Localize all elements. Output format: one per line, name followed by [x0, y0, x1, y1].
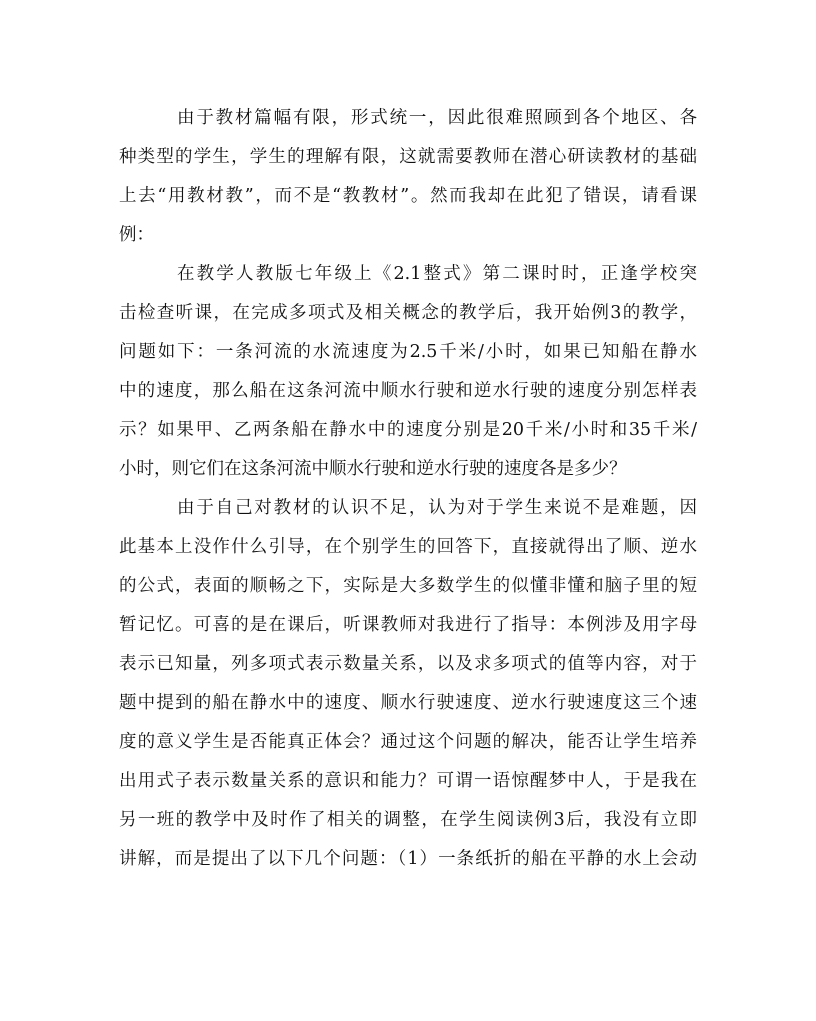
text-line: 由于教材篇幅有限，形式统一，因此很难照顾到各个地区、各: [177, 108, 697, 128]
text-line: 小时，则它们在这条河流中顺水行驶和逆水行驶的速度各是多少？: [119, 459, 627, 479]
text-line: 此基本上没作什么引导，在个别学生的回答下，直接就得出了顺、逆水: [119, 537, 697, 557]
text-line: 表示已知量，列多项式表示数量关系，以及求多项式的值等内容，对于: [119, 654, 697, 674]
text-line: 例：: [119, 225, 154, 245]
paragraph-2: [119, 255, 697, 489]
text-line: 上去“用教材教”，而不是“教教材”。然而我却在此犯了错误，请看课: [119, 186, 697, 206]
text-line: 暂记忆。可喜的是在课后，听课教师对我进行了指导：本例涉及用字母: [119, 615, 697, 635]
text-line: 讲解，而是提出了以下几个问题：（1）一条纸折的船在平静的水上会动: [119, 849, 697, 869]
paragraph-3: [119, 489, 697, 879]
text-line: 在教学人教版七年级上《2.1整式》第二课时时，正逢学校突: [177, 264, 697, 284]
paragraph-1: [119, 99, 697, 255]
body-text: [119, 99, 697, 879]
text-line: 示？如果甲、乙两条船在静水中的速度分别是20千米/小时和35千米/: [119, 420, 697, 440]
text-line: 另一班的教学中及时作了相关的调整，在学生阅读例3后，我没有立即: [119, 810, 697, 830]
text-line: 的公式，表面的顺畅之下，实际是大多数学生的似懂非懂和脑子里的短: [119, 576, 697, 596]
text-line: 题中提到的船在静水中的速度、顺水行驶速度、逆水行驶速度这三个速: [119, 693, 697, 713]
text-line: 击检查听课，在完成多项式及相关概念的教学后，我开始例3的教学，: [119, 303, 697, 323]
text-line: 出用式子表示数量关系的意识和能力？可谓一语惊醒梦中人，于是我在: [119, 771, 697, 791]
text-line: 度的意义学生是否能真正体会？通过这个问题的解决，能否让学生培养: [119, 732, 697, 752]
text-line: 中的速度，那么船在这条河流中顺水行驶和逆水行驶的速度分别怎样表: [119, 381, 697, 401]
text-line: 由于自己对教材的认识不足，认为对于学生来说不是难题，因: [177, 498, 697, 518]
text-line: 种类型的学生，学生的理解有限，这就需要教师在潜心研读教材的基础: [119, 147, 697, 167]
text-line: 问题如下：一条河流的水流速度为2.5千米/小时，如果已知船在静水: [119, 342, 697, 362]
